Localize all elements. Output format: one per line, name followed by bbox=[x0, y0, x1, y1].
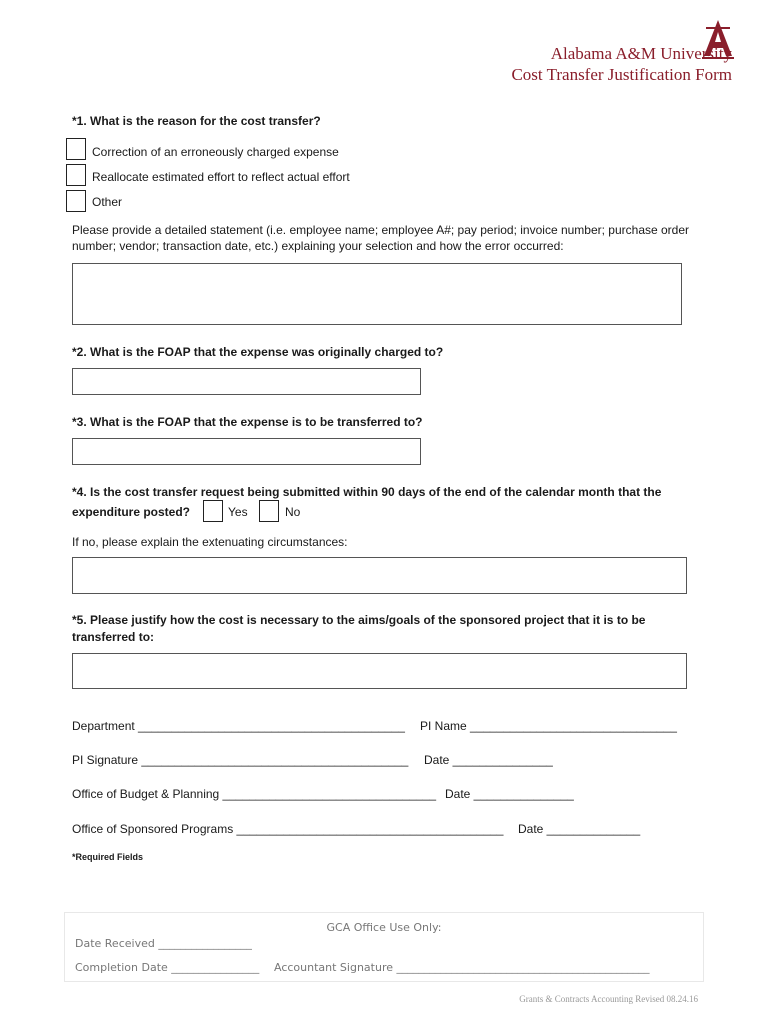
question-2: *2. What is the FOAP that the expense was originally charged to? bbox=[72, 345, 444, 359]
transfer-foap-field[interactable] bbox=[72, 438, 421, 465]
yes-label: Yes bbox=[228, 505, 248, 519]
extenuating-circumstances-field[interactable] bbox=[72, 557, 687, 594]
accountant-signature-field[interactable]: Accountant Signature ______________________________________________ bbox=[274, 961, 650, 974]
original-foap-field[interactable] bbox=[72, 368, 421, 395]
question-3: *3. What is the FOAP that the expense is to be transferred to? bbox=[72, 415, 423, 429]
no-label: No bbox=[285, 505, 301, 519]
form-title: Cost Transfer Justification Form bbox=[511, 65, 732, 84]
question-5-line2: transferred to: bbox=[72, 630, 155, 644]
completion-date-field[interactable]: Completion Date ________________ bbox=[75, 961, 260, 974]
checkbox-correction[interactable] bbox=[66, 138, 86, 160]
gca-title: GCA Office Use Only: bbox=[326, 921, 442, 934]
required-fields-note: *Required Fields bbox=[72, 852, 144, 862]
checkbox-yes[interactable] bbox=[203, 500, 223, 522]
budget-planning-field[interactable]: Office of Budget & Planning ________________________________ bbox=[72, 787, 437, 801]
option-other-label: Other bbox=[92, 195, 123, 209]
q4-explain-label: If no, please explain the extenuating circumstances: bbox=[72, 535, 348, 549]
justification-field[interactable] bbox=[72, 653, 687, 689]
sponsored-programs-date-field[interactable]: Date ______________ bbox=[518, 822, 641, 836]
question-4-line2: expenditure posted? bbox=[72, 505, 191, 519]
q1-instructions-line1: Please provide a detailed statement (i.e. employee name; employee A#; pay period; invoice number; purchase order bbox=[72, 223, 690, 237]
option-reallocate-label: Reallocate estimated effort to reflect actual effort bbox=[92, 170, 350, 184]
q1-instructions-line2: number; vendor; transaction date, etc.) explaining your selection and how the error occurred: bbox=[72, 239, 564, 253]
footer-revision: Grants & Contracts Accounting Revised 08.24.16 bbox=[519, 994, 698, 1004]
date-received-field[interactable]: Date Received _________________ bbox=[75, 937, 252, 950]
pi-signature-field[interactable]: PI Signature ________________________________________ bbox=[72, 753, 409, 767]
checkbox-reallocate[interactable] bbox=[66, 164, 86, 186]
option-correction-label: Correction of an erroneously charged expense bbox=[92, 145, 339, 159]
checkbox-no[interactable] bbox=[259, 500, 279, 522]
university-name: Alabama A&M University bbox=[550, 44, 732, 63]
question-4-line1: *4. Is the cost transfer request being submitted within 90 days of the end of the calendar month that the bbox=[72, 485, 662, 499]
checkbox-other[interactable] bbox=[66, 190, 86, 212]
question-5-line1: *5. Please justify how the cost is necessary to the aims/goals of the sponsored project that it is to be bbox=[72, 613, 646, 627]
sponsored-programs-field[interactable]: Office of Sponsored Programs ________________________________________ bbox=[72, 822, 504, 836]
q1-explanation-field[interactable] bbox=[72, 263, 682, 325]
pi-name-field[interactable]: PI Name _______________________________ bbox=[420, 719, 677, 733]
pi-signature-date-field[interactable]: Date _______________ bbox=[424, 753, 553, 767]
question-1: *1. What is the reason for the cost transfer? bbox=[72, 114, 321, 128]
gca-office-use-box bbox=[64, 912, 704, 982]
department-field[interactable]: Department ________________________________________ bbox=[72, 719, 405, 733]
budget-planning-date-field[interactable]: Date _______________ bbox=[445, 787, 574, 801]
